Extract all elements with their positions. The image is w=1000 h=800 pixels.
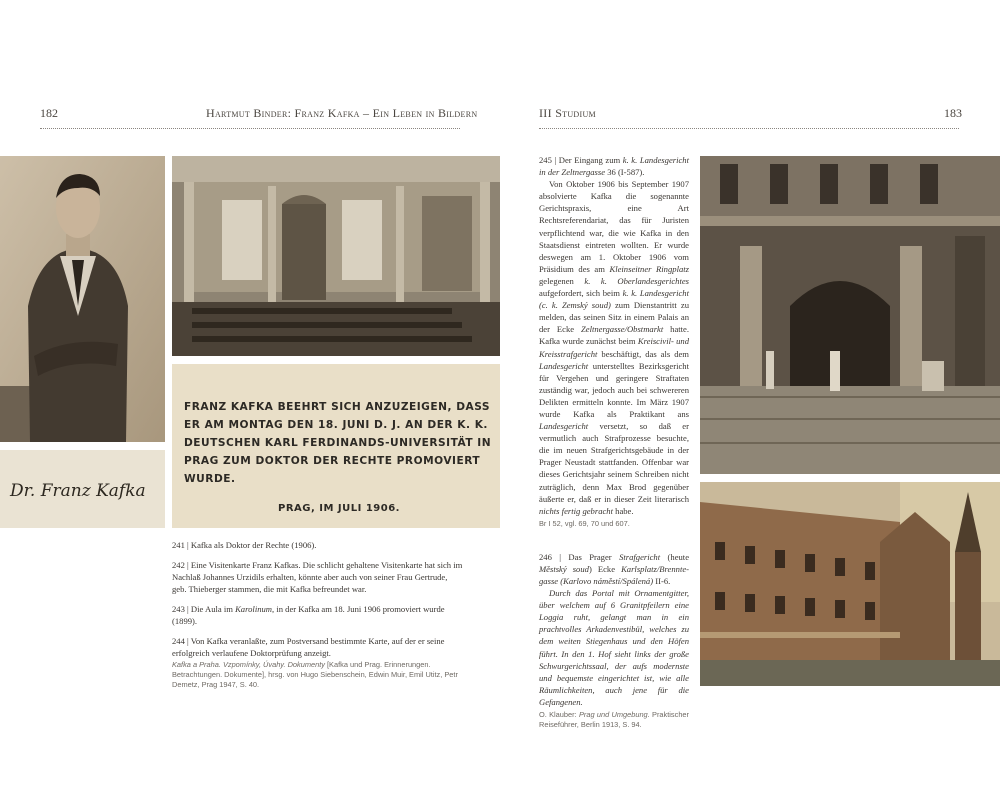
caption-243: 243 | Die Aula im Karolinum, in der Kafka am 18. Juni 1906 promoviert wurde (1899). [172, 604, 445, 626]
caption-246: 246 | Das Prager Strafgericht (heute Městský soud) Ecke Karlsplatz/Brennte-gasse (Karlovo náměstí/Spálená) II-6. [539, 551, 690, 586]
caption-246-source: O. Klauber: Prag und Umgebung. Praktischer Reiseführer, Berlin 1913, S. 94. [539, 710, 689, 730]
card-line-1: FRANZ KAFKA BEEHRT SICH ANZUZEIGEN, DASS [184, 401, 490, 413]
caption-245: 245 | Der Eingang zum k. k. Landesgericht in der Zeltnergasse 36 (I-587). [539, 155, 689, 178]
caption-244: 244 | Von Kafka veranlaßte, zum Postversand bestimmte Karte, auf der er seine erfolgreich verlaufene Doktorprüfung anzeigt. [172, 636, 445, 658]
left-captions [172, 539, 464, 690]
body-paragraph: Von Oktober 1906 bis September 1907 absolvierte Kafka die sogenannte Gerichtspraxis, eine Art Rechtsreferendariat, das für Juristen verpflichtend war, die wie Kafka in den Staatsdienst eintreten wollten. Er wurde deswegen am 1. Oktober 1906 vom Präsidium des am Kleinseitner Ringplatz gelegenen k. k. Oberlandesgerichtes aufgefordert, sich beim k. k. Landesgericht (c. k. Zemský soud) zum Dienstantritt zu melden, das seinen Sitz in einem Palais an der Ecke Zeltnergasse/Obstmarkt hatte. Kafka wurde zunächst beim Kreiscivil- und Kreisstrafgericht beschäftigt, das als dem Landesgericht unterstelltes Bezirksgericht für Vergehen und geringere Straftaten zuständig war, jedoch auch bei schwereren Delikten ermitteln konnte. Im März 1907 wurde Kafka als Praktikant ans Landesgericht versetzt, so daß er vermutlich auch Strafprozesse besuchte, die im neuen Strafgerichtsgebäude in der Prager Neustadt stattfanden. Offenbar war dieses Gerichtsjahr seinem Schreiben nicht zuträglich, denn Max Brod gegenüber äußerte er, daß er in dieser Zeit literarisch nichts fertig gebracht habe. [539, 179, 690, 516]
doctorate-announcement-card [172, 364, 500, 528]
right-text-column [539, 154, 689, 730]
card-line-2: ER AM MONTAG DEN 18. JUNI D. J. AN DER K. K. [184, 419, 488, 431]
right-header-rule [539, 128, 959, 129]
landesgericht-entrance-photo [700, 156, 1000, 474]
right-running-head: III Studium [539, 106, 596, 120]
left-page-number: 182 [40, 106, 58, 120]
card-line-4: PRAG ZUM DOKTOR DER RECHTE PROMOVIERT WURDE. [184, 455, 481, 485]
caption-245-source: Br I 52, vgl. 69, 70 und 607. [539, 518, 630, 528]
left-running-head: Hartmut Binder: Franz Kafka – Ein Leben in Bildern [206, 106, 478, 120]
caption-246-quote: Durch das Portal mit Ornamentgitter, über welchem auf 6 Granitpfeilern eine Loggia ruht, gelangt man in ein prachtvolles Arkadenvestibül, welches zu dem weiten Stiegenhaus und den Höfen führt. In den 1. Hof sieht links der große Schwurgerichtssaal, der aufs modernste und bequemste eingerichtet ist, wie alle Räumlichkeiten, auch jene für die Gefangenen. [539, 588, 689, 707]
caption-241: 241 | Kafka als Doktor der Rechte (1906). [172, 540, 317, 550]
right-page-number: 183 [944, 106, 962, 120]
kafka-portrait-photo [0, 156, 165, 442]
caption-242: 242 | Eine Visitenkarte Franz Kafkas. Die schlicht gehaltene Visitenkarte hat sich im Nachlaß Johannes Urzidils erhalten, könnte aber auch von seiner Frau Gertrude, geb. Thieberger stammen, die mit Kafka befreundet war. [172, 560, 463, 594]
visiting-card-photo [0, 450, 165, 528]
left-header-rule [40, 128, 460, 129]
card-line-3: DEUTSCHEN KARL FERDINANDS-UNIVERSITÄT IN [184, 437, 492, 449]
card-line-5: PRAG, IM JULI 1906. [278, 503, 400, 514]
caption-244-source: Kafka a Praha. Vzpomínky, Úvahy. Dokumenty [Kafka und Prag. Erinnerungen. Betrachtungen. Dokumente], hrsg. von Hugo Siebenschein, Edwin Muir, Emil Utitz, Petr Demetz, Prag 1947, S. 40. [172, 660, 458, 689]
karolinum-aula-photo [172, 156, 500, 356]
signature-text: Dr. Franz Kafka [10, 481, 146, 501]
strafgericht-building-photo [700, 482, 1000, 686]
